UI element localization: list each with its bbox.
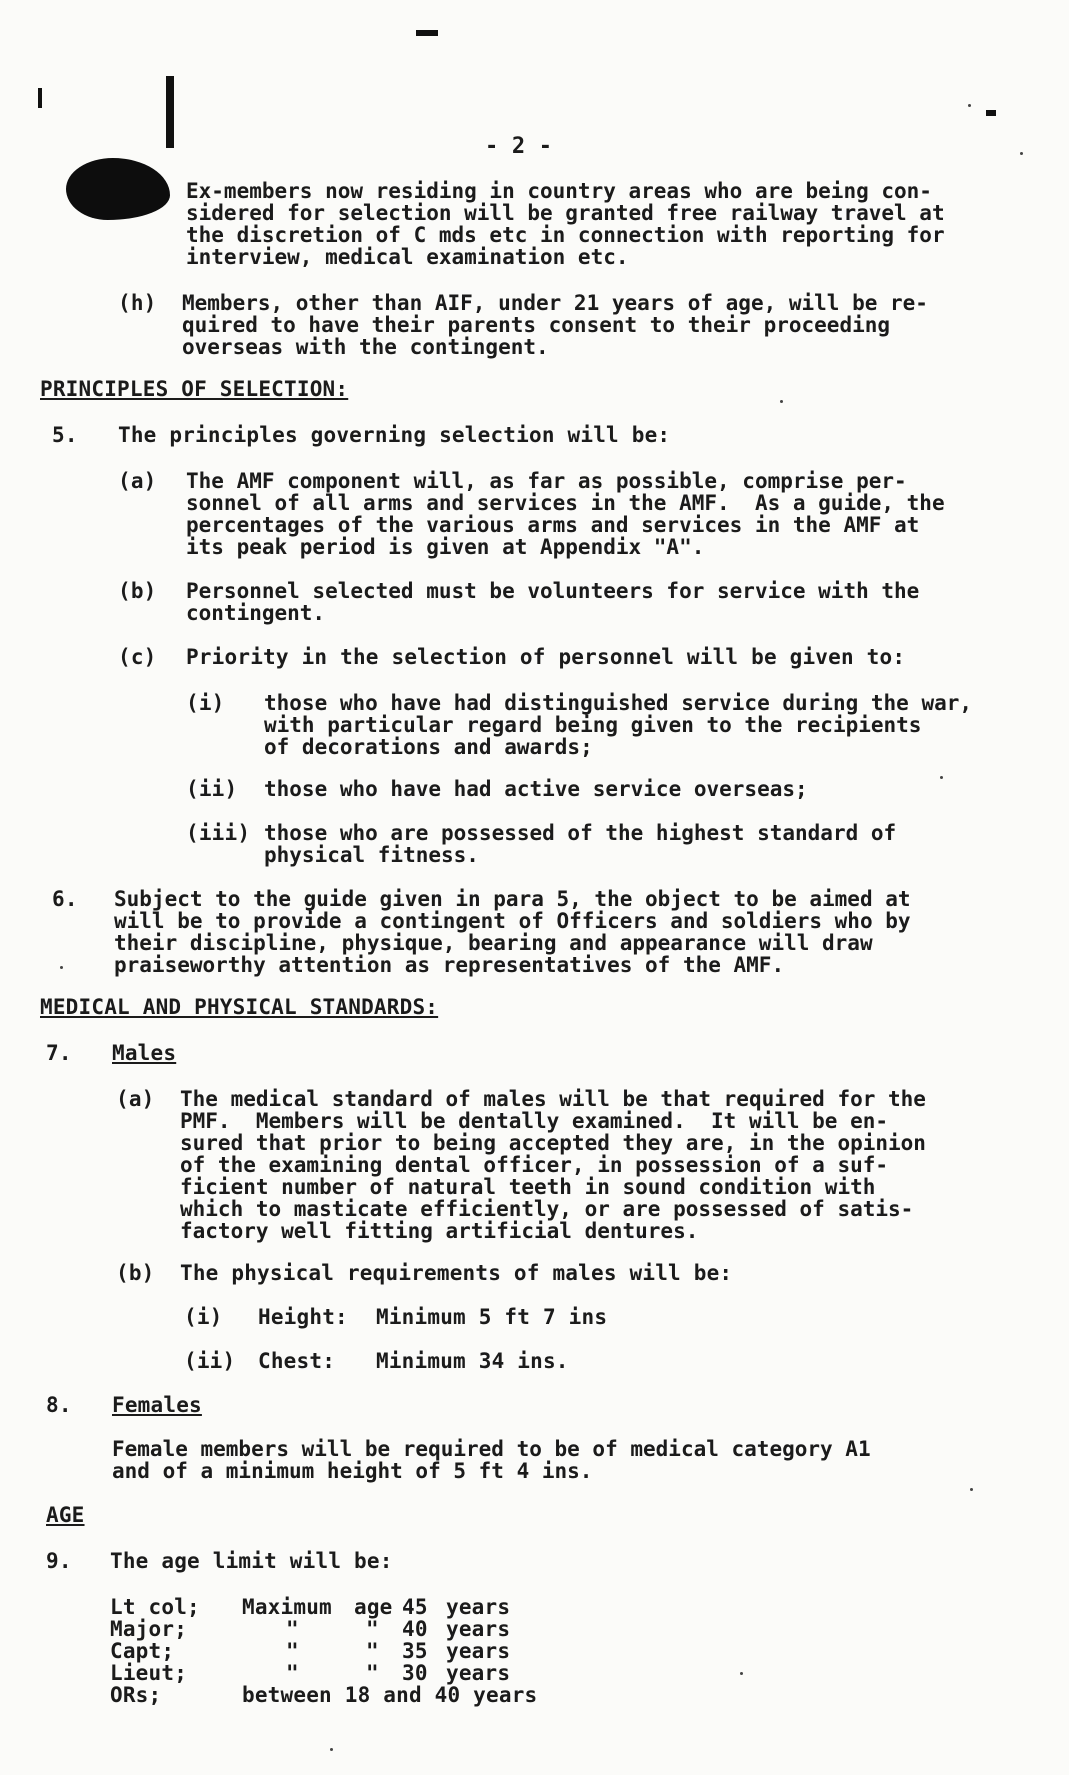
para5-a-label: (a) <box>118 469 157 493</box>
age-col4: years <box>446 1661 511 1685</box>
speck <box>1020 152 1023 155</box>
text-line: Subject to the guide given in para 5, the object to be aimed at <box>114 887 911 911</box>
text-line: its peak period is given at Appendix "A". <box>186 535 705 559</box>
para5-c-ii-text <box>264 778 808 800</box>
text-line: contingent. <box>186 601 326 625</box>
heading-principles: PRINCIPLES OF SELECTION: <box>40 377 349 401</box>
age-col1: " <box>286 1617 299 1641</box>
para5-c-ii-label: (ii) <box>186 777 238 801</box>
chest-value: Minimum 34 ins. <box>376 1349 569 1373</box>
para5-number: 5. <box>52 423 78 447</box>
text-line: Personnel selected must be volunteers for service with the <box>186 579 920 603</box>
text-line: Female members will be required to be of medical category A1 <box>112 1437 871 1461</box>
para5-c-i-text <box>264 692 972 758</box>
scan-blot-corner <box>66 158 170 220</box>
text-line: PMF. Members will be dentally examined. It will be en- <box>180 1109 889 1133</box>
text-line: their discipline, physique, bearing and appearance will draw <box>114 931 873 955</box>
age-col4: years <box>446 1595 511 1619</box>
para5-a-text <box>186 470 945 558</box>
speck <box>940 776 943 779</box>
age-col1: " <box>286 1639 299 1663</box>
text-line: Members, other than AIF, under 21 years of age, will be re- <box>182 291 928 315</box>
age-rank: Major; <box>110 1617 188 1641</box>
text-line: The AMF component will, as far as possible, comprise per- <box>186 469 907 493</box>
para7-b-ii-label: (ii) <box>184 1349 236 1373</box>
chest-label: Chest: <box>258 1349 336 1373</box>
text-line: with particular regard being given to the recipients <box>264 713 922 737</box>
text-line: physical fitness. <box>264 843 479 867</box>
height-label: Height: <box>258 1305 348 1329</box>
text-line: percentages of the various arms and services in the AMF at <box>186 513 920 537</box>
text-line: will be to provide a contingent of Officers and soldiers who by <box>114 909 911 933</box>
para5-c-iii-label: (iii) <box>186 821 251 845</box>
para8-text <box>112 1438 871 1482</box>
speck <box>970 1488 973 1491</box>
speck <box>330 1748 333 1751</box>
para6-number: 6. <box>52 887 78 911</box>
para5-c-text: Priority in the selection of personnel will be given to: <box>186 645 906 669</box>
para5-c-label: (c) <box>118 645 157 669</box>
text-line: praiseworthy attention as representatives of the AMF. <box>114 953 785 977</box>
para9-text: The age limit will be: <box>110 1549 393 1573</box>
text-line: sonnel of all arms and services in the AMF. As a guide, the <box>186 491 945 515</box>
speck <box>780 400 783 403</box>
age-rank: ORs; <box>110 1683 162 1707</box>
age-col1: Maximum <box>242 1595 332 1619</box>
text-line: Ex-members now residing in country areas who are being con- <box>186 179 932 203</box>
speck <box>968 104 971 107</box>
text-line: the discretion of C mds etc in connection with reporting for <box>186 223 945 247</box>
age-col3: 35 <box>402 1639 428 1663</box>
para7-b-text: The physical requirements of males will be: <box>180 1261 733 1285</box>
para5-c-i-label: (i) <box>186 691 225 715</box>
age-col3: 45 <box>402 1595 428 1619</box>
scan-mark-left-bar <box>166 76 174 148</box>
age-rank: Capt; <box>110 1639 175 1663</box>
para7-b-i-label: (i) <box>184 1305 223 1329</box>
text-line: factory well fitting artificial dentures. <box>180 1219 699 1243</box>
page-number: - 2 - <box>485 134 553 159</box>
age-col4: years <box>446 1617 511 1641</box>
para8-title: Females <box>112 1393 202 1417</box>
speck <box>60 966 63 969</box>
speck <box>740 1672 743 1675</box>
age-rank: Lt col; <box>110 1595 200 1619</box>
scan-mark-top <box>416 30 438 36</box>
para5-text: The principles governing selection will be: <box>118 423 671 447</box>
text-line: those who have had active service overseas; <box>264 777 808 801</box>
text-line: and of a minimum height of 5 ft 4 ins. <box>112 1459 593 1483</box>
para8-number: 8. <box>46 1393 72 1417</box>
text-line: those who are possessed of the highest standard of <box>264 821 897 845</box>
intro-paragraph <box>186 180 945 268</box>
para5-b-text <box>186 580 919 624</box>
text-line: The medical standard of males will be that required for the <box>180 1087 926 1111</box>
text-line: of decorations and awards; <box>264 735 593 759</box>
text-line: which to masticate efficiently, or are possessed of satis- <box>180 1197 914 1221</box>
text-line: quired to have their parents consent to their proceeding <box>182 313 891 337</box>
age-ors-range: between 18 and 40 years <box>242 1683 538 1707</box>
scan-mark-left-edge <box>38 88 42 108</box>
para7-a-text <box>180 1088 926 1242</box>
age-col4: years <box>446 1639 511 1663</box>
para7-number: 7. <box>46 1041 72 1065</box>
para7-b-label: (b) <box>116 1261 155 1285</box>
para6-text <box>114 888 911 976</box>
age-col2: " <box>366 1661 379 1685</box>
age-col3: 40 <box>402 1617 428 1641</box>
text-line: interview, medical examination etc. <box>186 245 629 269</box>
height-value: Minimum 5 ft 7 ins <box>376 1305 608 1329</box>
age-rank: Lieut; <box>110 1661 188 1685</box>
age-col1: " <box>286 1661 299 1685</box>
para9-number: 9. <box>46 1549 72 1573</box>
heading-medical: MEDICAL AND PHYSICAL STANDARDS: <box>40 995 439 1019</box>
age-col3: 30 <box>402 1661 428 1685</box>
text-line: those who have had distinguished service during the war, <box>264 691 973 715</box>
age-col2: age <box>354 1595 393 1619</box>
age-col2: " <box>366 1617 379 1641</box>
heading-age: AGE <box>46 1503 85 1527</box>
text-line: sured that prior to being accepted they are, in the opinion <box>180 1131 926 1155</box>
text-line: sidered for selection will be granted free railway travel at <box>186 201 945 225</box>
text-line: ficient number of natural teeth in sound condition with <box>180 1175 876 1199</box>
text-line: overseas with the contingent. <box>182 335 549 359</box>
age-col2: " <box>366 1639 379 1663</box>
text-line: of the examining dental officer, in possession of a suf- <box>180 1153 889 1177</box>
para7-a-label: (a) <box>116 1087 155 1111</box>
para5-b-label: (b) <box>118 579 157 603</box>
item-h-text <box>182 292 928 358</box>
para5-c-iii-text <box>264 822 896 866</box>
para7-title: Males <box>112 1041 177 1065</box>
item-label-h: (h) <box>118 291 157 315</box>
scan-mark-right <box>986 110 996 116</box>
